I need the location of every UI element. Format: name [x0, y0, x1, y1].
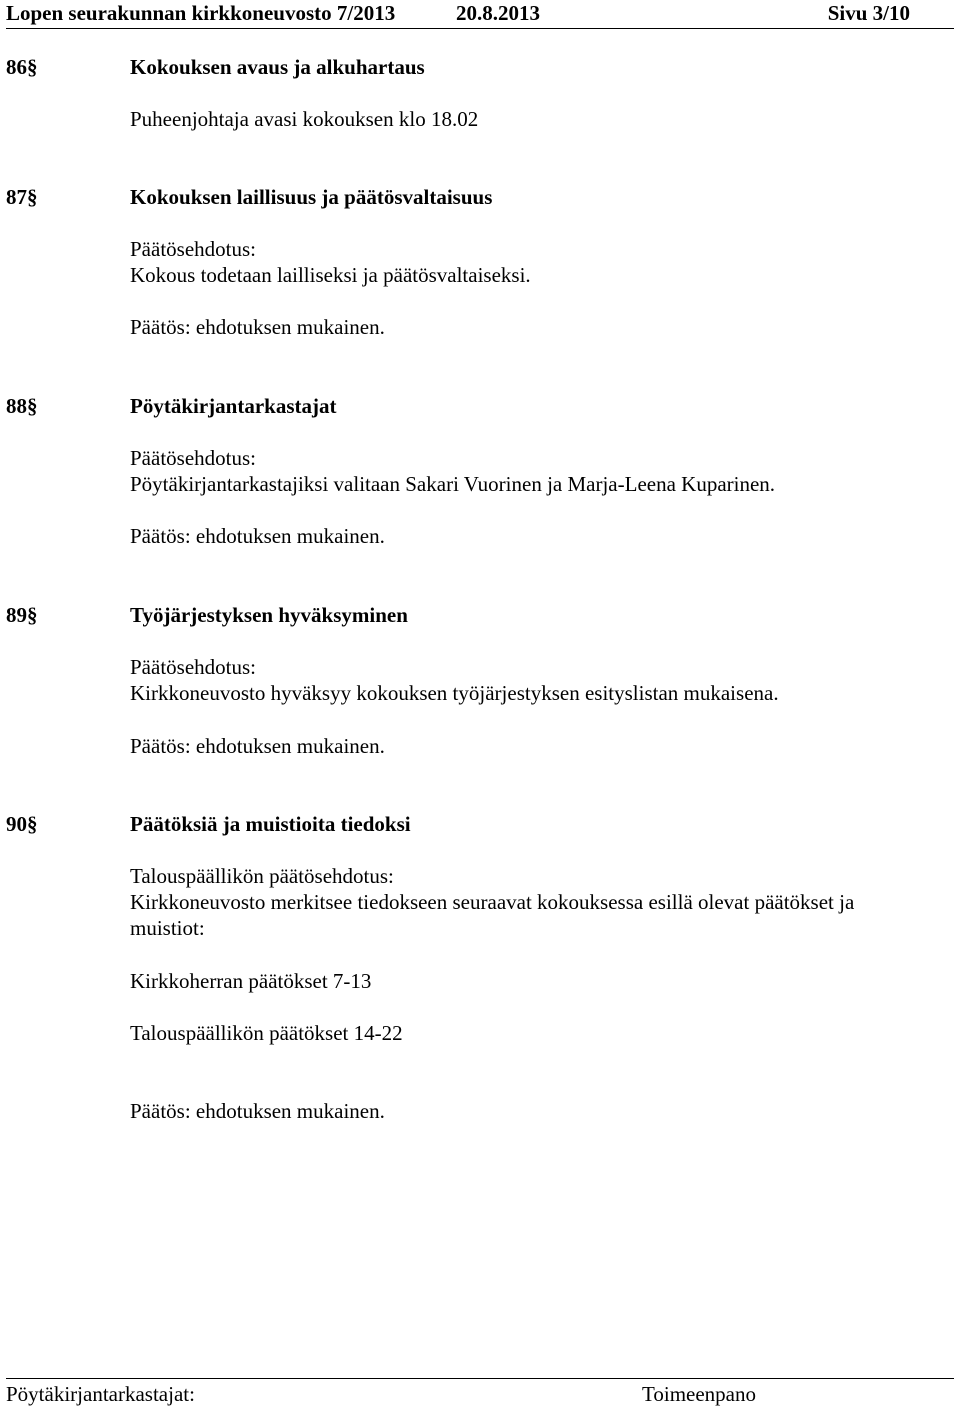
section-90-item-2: Talouspäällikön päätökset 14-22 [130, 1021, 403, 1045]
section-87-decision: Päätös: ehdotuksen mukainen. [130, 315, 385, 339]
section-number-87: 87§ [6, 185, 38, 209]
section-90-proposal-text-2: muistiot: [130, 916, 205, 940]
section-number-89: 89§ [6, 603, 38, 627]
section-87-proposal-text: Kokous todetaan lailliseksi ja päätösvaltaiseksi. [130, 263, 531, 287]
section-title-87: Kokouksen laillisuus ja päätösvaltaisuus [130, 185, 493, 209]
section-90-item-1: Kirkkoherran päätökset 7-13 [130, 969, 372, 993]
document-title: Lopen seurakunnan kirkkoneuvosto 7/2013 [6, 1, 396, 25]
footer-inspectors-label: Pöytäkirjantarkastajat: [6, 1382, 195, 1406]
section-88-proposal-label: Päätösehdotus: [130, 446, 256, 470]
section-title-86: Kokouksen avaus ja alkuhartaus [130, 55, 425, 79]
section-title-89: Työjärjestyksen hyväksyminen [130, 603, 408, 627]
section-number-90: 90§ [6, 812, 38, 836]
footer-execution-label: Toimeenpano [642, 1382, 756, 1406]
section-89-proposal-text: Kirkkoneuvosto hyväksyy kokouksen työjärjestyksen esityslistan mukaisena. [130, 681, 779, 705]
section-90-proposal-text-1: Kirkkoneuvosto merkitsee tiedokseen seuraavat kokouksessa esillä olevat päätökset ja [130, 890, 855, 914]
page-header [6, 0, 910, 26]
footer-divider [6, 1378, 954, 1379]
section-89-proposal-label: Päätösehdotus: [130, 655, 256, 679]
section-87-proposal-label: Päätösehdotus: [130, 237, 256, 261]
section-number-88: 88§ [6, 394, 38, 418]
section-90-proposal-label: Talouspäällikön päätösehdotus: [130, 864, 394, 888]
section-88-proposal-text: Pöytäkirjantarkastajiksi valitaan Sakari Vuorinen ja Marja-Leena Kuparinen. [130, 472, 776, 496]
section-86-text: Puheenjohtaja avasi kokouksen klo 18.02 [130, 107, 479, 131]
section-88-decision: Päätös: ehdotuksen mukainen. [130, 524, 385, 548]
page-number: Sivu 3/10 [827, 1, 910, 25]
header-divider [6, 28, 954, 29]
section-89-decision: Päätös: ehdotuksen mukainen. [130, 734, 385, 758]
section-title-88: Pöytäkirjantarkastajat [130, 394, 337, 418]
section-number-86: 86§ [6, 55, 38, 79]
section-title-90: Päätöksiä ja muistioita tiedoksi [130, 812, 411, 836]
section-90-decision: Päätös: ehdotuksen mukainen. [130, 1099, 385, 1123]
document-date: 20.8.2013 [456, 1, 540, 25]
